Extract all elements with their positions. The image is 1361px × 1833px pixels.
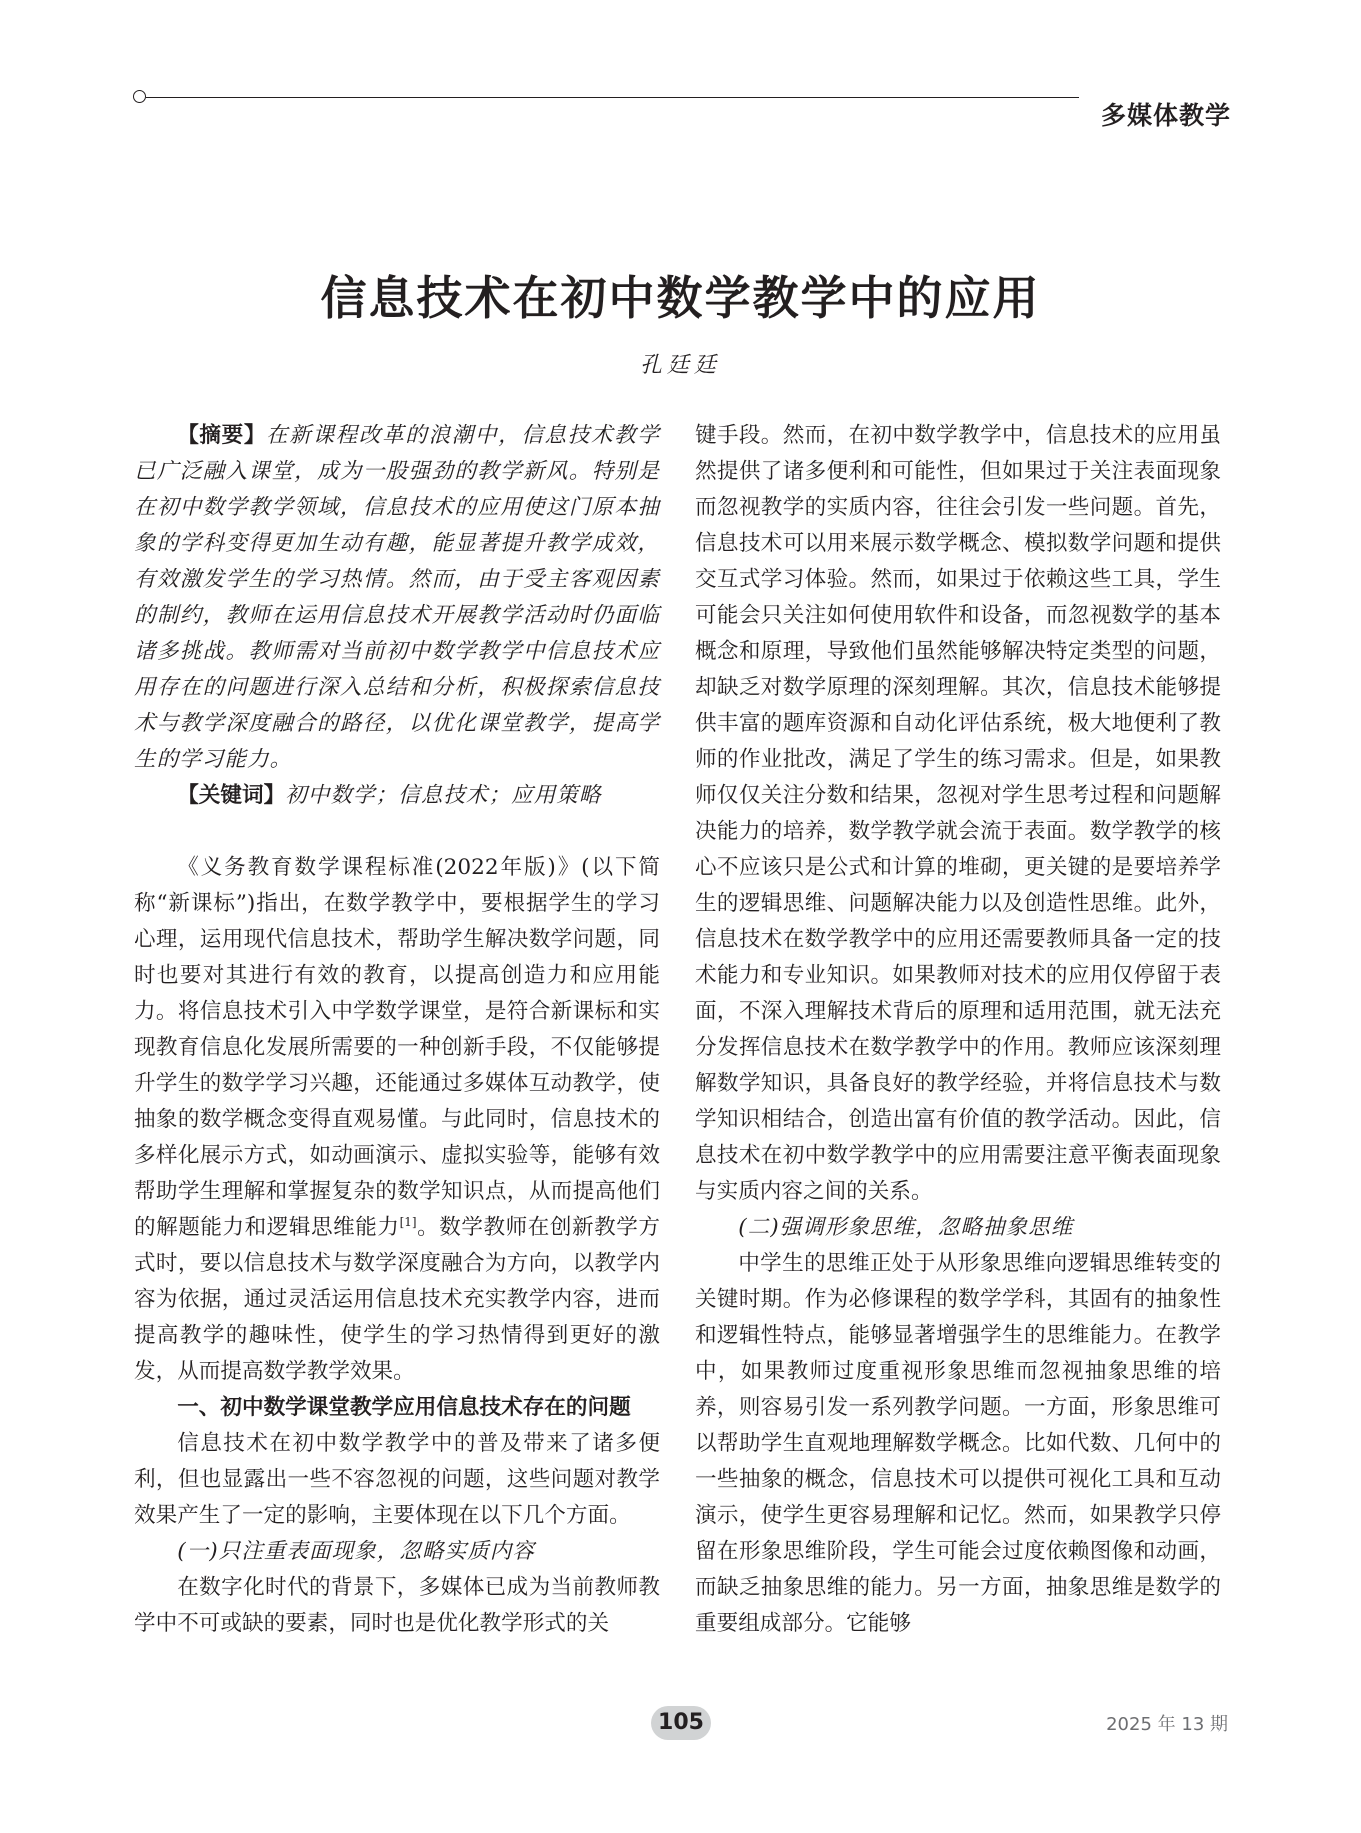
abstract-label: 【摘要】 [177,423,267,448]
keywords [134,778,660,814]
left-column [134,418,660,1642]
intro-text-2: 。数学教师在创新教学方式时，要以信息技术与数学深度融合为方向，以教学内容为依据，通过灵活运用信息技术充实教学内容，进而提高教学的趣味性，使学生的学习热情得到更好的激发，从而提高数学教学效果。 [134,1215,660,1384]
section-heading-1: 一、初中数学课堂教学应用信息技术存在的问题 [177,1395,631,1420]
subsection1-paragraph-start: 在数字化时代的背景下，多媒体已成为当前教师教学中不可或缺的要素，同时也是优化教学形式的关 [134,1575,660,1636]
section1-intro: 信息技术在初中数学教学中的普及带来了诸多便利，但也显露出一些不容忽视的问题，这些问题对教学效果产生了一定的影响，主要体现在以下几个方面。 [134,1431,660,1528]
article-author: 孔廷廷 [639,353,721,378]
intro-text-1: 《义务教育数学课程标准(2022年版)》(以下简称“新课标”)指出，在数学教学中，要根据学生的学习心理，运用现代信息技术，帮助学生解决数学问题，同时也要对其进行有效的教育，以提高创造力和应用能力。将信息技术引入中学数学课堂，是符合新课标和实现教育信息化发展所需要的一种创新手段，不仅能够提升学生的数学学习兴趣，还能通过多媒体互动教学，使抽象的数学概念变得直观易懂。与此同时，信息技术的多样化展示方式，如动画演示、虚拟实验等，能够有效帮助学生理解和掌握复杂的数学知识点，从而提高他们的解题能力和逻辑思维能力 [134,855,660,1240]
subsection1-paragraph-cont: 键手段。然而，在初中数学教学中，信息技术的应用虽然提供了诸多便利和可能性，但如果过于关注表面现象而忽视教学的实质内容，往往会引发一些问题。首先，信息技术可以用来展示数学概念、模拟数学问题和提供交互式学习体验。然而，如果过于依赖这些工具，学生可能会只关注如何使用软件和设备，而忽视数学的基本概念和原理，导致他们虽然能够解决特定类型的问题，却缺乏对数学原理的深刻理解。其次，信息技术能够提供丰富的题库资源和自动化评估系统，极大地便利了教师的作业批改，满足了学生的练习需求。但是，如果教师仅仅关注分数和结果，忽视对学生思考过程和问题解决能力的培养，数学教学就会流于表面。数学教学的核心不应该只是公式和计算的堆砌，更关键的是要培养学生的逻辑思维、问题解决能力以及创造性思维。此外，信息技术在数学教学中的应用还需要教师具备一定的技术能力和专业知识。如果教师对技术的应用仅停留于表面，不深入理解技术背后的原理和适用范围，就无法充分发挥信息技术在数学教学中的作用。教师应该深刻理解数学知识，具备良好的教学经验，并将信息技术与数学知识相结合，创造出富有价值的教学活动。因此，信息技术在初中数学教学中的应用需要注意平衡表面现象与实质内容之间的关系。 [695,423,1221,1204]
intro-paragraph [134,850,660,1390]
right-column [695,418,1221,1642]
keywords-text: 初中数学；信息技术；应用策略 [285,783,602,808]
header-circle-ornament [133,90,146,103]
abstract-text: 在新课程改革的浪潮中，信息技术教学已广泛融入课堂，成为一股强劲的教学新风。特别是在初中数学教学领域，信息技术的应用使这门原本抽象的学科变得更加生动有趣，能显著提升教学成效，有效激发学生的学习热情。然而，由于受主客观因素的制约，教师在运用信息技术开展教学活动时仍面临诸多挑战。教师需对当前初中数学教学中信息技术应用存在的问题进行深入总结和分析，积极探索信息技术与教学深度融合的路径，以优化课堂教学，提高学生的学习能力。 [134,423,660,772]
subsection-heading-1: (一)只注重表面现象，忽略实质内容 [177,1539,535,1564]
abstract [134,418,660,778]
spacer [134,814,660,850]
article-title: 信息技术在初中数学教学中的应用 [320,271,1041,325]
subsection2-paragraph: 中学生的思维正处于从形象思维向逻辑思维转变的关键时期。作为必修课程的数学学科，其固有的抽象性和逻辑性特点，能够显著增强学生的思维能力。在教学中，如果教师过度重视形象思维而忽视抽象思维的培养，则容易引发一系列教学问题。一方面，形象思维可以帮助学生直观地理解数学概念。比如代数、几何中的一些抽象的概念，信息技术可以提供可视化工具和互动演示，使学生更容易理解和记忆。然而，如果教学只停留在形象思维阶段，学生可能会过度依赖图像和动画，而缺乏抽象思维的能力。另一方面，抽象思维是数学的重要组成部分。它能够 [695,1251,1221,1636]
keywords-label: 【关键词】 [177,783,286,808]
subsection-heading-2: (二)强调形象思维，忽略抽象思维 [738,1215,1074,1240]
section-label: 多媒体教学 [1100,101,1231,130]
page-number: 105 [651,1706,711,1740]
issue-label: 2025 年 13 期 [1106,1714,1228,1735]
header-rule [146,97,1079,98]
citation-ref: [1] [399,1214,417,1229]
